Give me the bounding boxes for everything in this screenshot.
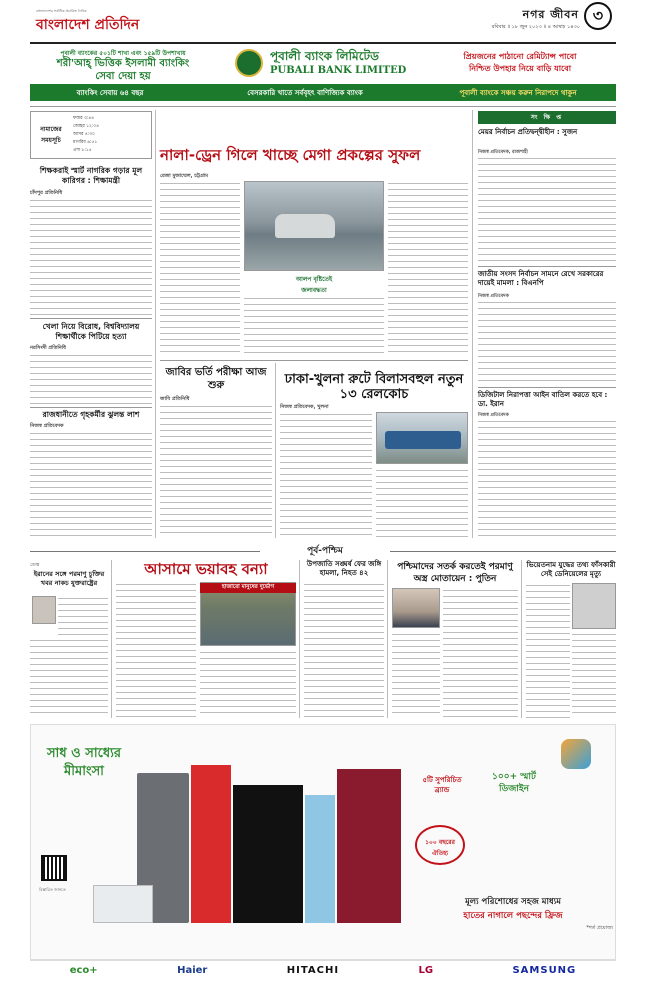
bank-name-en: PUBALI BANK LIMITED: [270, 65, 407, 76]
brand-lg: LG: [418, 965, 434, 976]
train-headline[interactable]: ঢাকা-খুলনা রুটে বিলাসবহুল নতুন ১৩ রেলকোচ: [284, 372, 464, 402]
strip-right-text: পূবালী ব্যাংকে সঞ্চয় করুন নিরাপদে থাকুন: [459, 88, 577, 97]
strip-mid-text: বেসরকারি খাতে সর্ববৃহৎ বাণিজ্যিক ব্যাংক: [247, 88, 363, 97]
qr-code-icon: [41, 855, 67, 881]
flood-photo-label: হাজারো মানুষের দুর্ভোগ: [200, 583, 296, 593]
flood-body-col1: [116, 582, 196, 718]
car-shape: [275, 214, 335, 238]
fridge-tagline2: হাতের নাগালে পছন্দের ফ্রিজ: [463, 911, 563, 921]
putin-photo: [392, 588, 440, 628]
mega-body-col1: [160, 181, 240, 357]
brand-strip: [30, 960, 616, 980]
smart-headline[interactable]: শিক্ষকরাই স্মার্ট নাগরিক গড়ার মূল কারিগর : শিক্ষামন্ত্রী: [39, 166, 143, 185]
sidebar-item3-title[interactable]: ডিজিটাল নিরাপত্তা আইন বাতিল করতে হবে : ডা. ইরান: [478, 391, 608, 408]
daniel-portrait: [572, 583, 616, 629]
sidebar-item1-title[interactable]: মেয়র নির্বাচন প্রতিদ্বন্দ্বীহীন : সুজন: [478, 128, 578, 136]
fridge-4: [305, 795, 335, 923]
brand-hitachi: HITACHI: [286, 965, 340, 976]
section-title: নগর জীবন: [522, 8, 579, 21]
flood-headline[interactable]: আসামে ভয়াবহ বন্যা: [144, 560, 268, 578]
freezer: [93, 885, 153, 923]
sidebar-item2-byline: নিজস্ব প্রতিবেদক: [478, 294, 509, 299]
photo-caption-1: আলপ বৃষ্টিতেই: [295, 276, 333, 283]
fridge-5: [337, 769, 401, 923]
body-byline: নিজস্ব প্রতিবেদক: [30, 423, 64, 429]
brand-eco: eco+: [69, 965, 98, 976]
daniel-body-col2: [572, 632, 616, 718]
putin-body-col1: [443, 588, 518, 718]
train-body-col2: [376, 468, 468, 538]
putin-body-col0: [392, 632, 440, 718]
weather-title: নামাজের সময়সূচি: [40, 126, 62, 144]
smart-body: [30, 198, 152, 316]
bank-ad-left-line2: শরী'আহ্ ভিত্তিক ইসলামী ব্যাংকিং: [56, 58, 190, 69]
train-photo: [376, 412, 468, 464]
bank-ad-strip: [30, 84, 616, 101]
flood-street-photo: [244, 181, 384, 271]
fridge-tagline1: মূল্য পরিশোধের সহজ মাধ্যম: [465, 897, 561, 907]
exam-body: [160, 404, 272, 538]
daniel-body-col1: [526, 583, 570, 718]
fridge-3: [233, 785, 303, 923]
brand-logo: বাংলাদেশ প্রতিদিন: [36, 17, 140, 33]
mega-headline[interactable]: নালা-ড্রেন গিলে খাচ্ছে মেগা প্রকল্পের সুফল: [160, 146, 421, 164]
masthead-tagline: বাংলাদেশের সর্বাধিক প্রচারিত দৈনিক: [36, 9, 87, 13]
bank-logo-icon: [235, 49, 263, 77]
fridge-ad-slogan: সাধ ও সাধ্যের মীমাংসা: [46, 746, 122, 779]
intl-left-body2: [30, 638, 108, 718]
mega-body-col3: [388, 181, 468, 357]
sidebar-item2-body: [478, 300, 616, 385]
body-headline[interactable]: রাজধানীতে গৃহকর্মীর ঝুলন্ত লাশ: [42, 410, 140, 419]
bank-ad[interactable]: [30, 46, 616, 103]
bank-ad-left-line3: সেবা দেয়া হয়: [95, 71, 151, 82]
page-number: ৩: [584, 2, 612, 30]
univ-body: [30, 353, 152, 405]
page-date: রবিবার ॥ ১৮ জুন ২০২৩ ॥ ৪ আষাঢ় ১৪৩০: [491, 24, 580, 30]
fridge-ad-small: বিস্তারিত জানতে: [39, 887, 66, 892]
mega-byline: রেজা মুজাম্মেল, চট্টগ্রাম: [160, 173, 209, 179]
design-badge-100: ১০০+ স্মার্ট ডিজাইন: [492, 772, 536, 794]
bank-ad-right-line1: প্রিয়জনের পাঠানো রেমিট্যান্স পাবো: [463, 52, 577, 61]
sidebar-item1-body: [478, 156, 616, 264]
univ-byline: নরসিংদী প্রতিনিধি: [30, 345, 66, 351]
strip-left-text: ব্যাংকিং সেবায় ৬৪ বছর: [76, 88, 144, 97]
train-body-col1: [280, 412, 372, 538]
sidebar-item3-body: [478, 419, 616, 537]
attack-body: [304, 582, 384, 718]
putin-headline[interactable]: পশ্চিমাদের সতর্ক করতেই পরমাণু অস্ত্র মোতায়েন : পুতিন: [397, 562, 513, 584]
brand-samsung: SAMSUNG: [512, 965, 577, 976]
exam-byline: জাবি প্রতিনিধি: [160, 396, 190, 402]
sidebar-item1-byline: নিজস্ব প্রতিবেদক, রাজশাহী: [478, 150, 528, 155]
photo-caption-2: জলাবদ্ধতা: [301, 287, 327, 294]
bank-name-bn: পূবালী ব্যাংক লিমিটেড: [270, 49, 379, 63]
univ-headline[interactable]: খেলা নিয়ে বিরোধ, বিশ্ববিদ্যালয় শিক্ষার্থীকে পিটিয়ে হত্যা: [42, 322, 140, 341]
intl-left-body: [58, 596, 108, 636]
daniel-headline[interactable]: ভিয়েতনাম যুদ্ধের তথ্য ফাঁসকারী সেই ডেনিয়েলের মৃত্যু: [526, 561, 616, 578]
fridge-ad[interactable]: [30, 724, 616, 960]
sidebar-label: সং ক্ষি প্ত: [478, 111, 616, 124]
app-logo-icon: [561, 739, 591, 769]
masthead: [0, 0, 650, 40]
fridge-2: [191, 765, 231, 923]
bank-ad-left-line1: পূবালী ব্যাংকের ৫০১টি শাখা এবং ১৫৯টি উপশাখায়: [60, 50, 186, 57]
heritage-badge: ১০০ বছরের ঐতিহ্য: [415, 825, 465, 865]
attack-headline[interactable]: উপজাতি সঙ্ঘর্ষ ফের জঙ্গি হামলা, নিহত ৪২: [306, 560, 382, 577]
bank-ad-right-line2: নিশ্চিত উপহার নিয়ে বাড়ি যাবো: [468, 64, 572, 73]
mega-body-col2: [244, 296, 384, 357]
exam-headline[interactable]: জাবির ভর্তি পরীক্ষা আজ শুরু: [165, 367, 267, 391]
prayer-times: ফজর ৩:৪৪ জোহর ১২:০৪ আসর ৪:৩০ মাগরিব ৬:৫১ এশা ৮:১৫: [73, 116, 99, 153]
body-body: [30, 431, 152, 537]
brand-haier: Haier: [177, 965, 208, 976]
section-purba-pashchim: পূর্ব-পশ্চিম: [307, 546, 343, 556]
brand-badge-5: ৫টি সুপরিচিত ব্র্যান্ড: [422, 776, 462, 794]
smart-byline: চাঁদপুর প্রতিনিধি: [30, 190, 63, 196]
intl-left-label: ডেস্ক: [30, 562, 40, 568]
train-byline: নিজস্ব প্রতিবেদক, খুলনা: [280, 404, 329, 410]
iran-portrait: [32, 596, 56, 624]
intl-left-headline[interactable]: ইরানের সঙ্গে পরমাণু চুক্তির খবর নাকচ যুক্তরাষ্ট্রের: [33, 570, 105, 587]
weather-box: [30, 111, 152, 159]
sidebar-item3-byline: নিজস্ব প্রতিবেদক: [478, 413, 509, 418]
sidebar-item2-title[interactable]: জাতীয় সংসদ নির্বাচন সামনে রেখে সরকারের দায়েই মামলা : বিএনপি: [478, 270, 604, 287]
terms-note: *শর্ত প্রযোজ্য: [586, 925, 613, 931]
flood-body-col2: [200, 650, 296, 718]
